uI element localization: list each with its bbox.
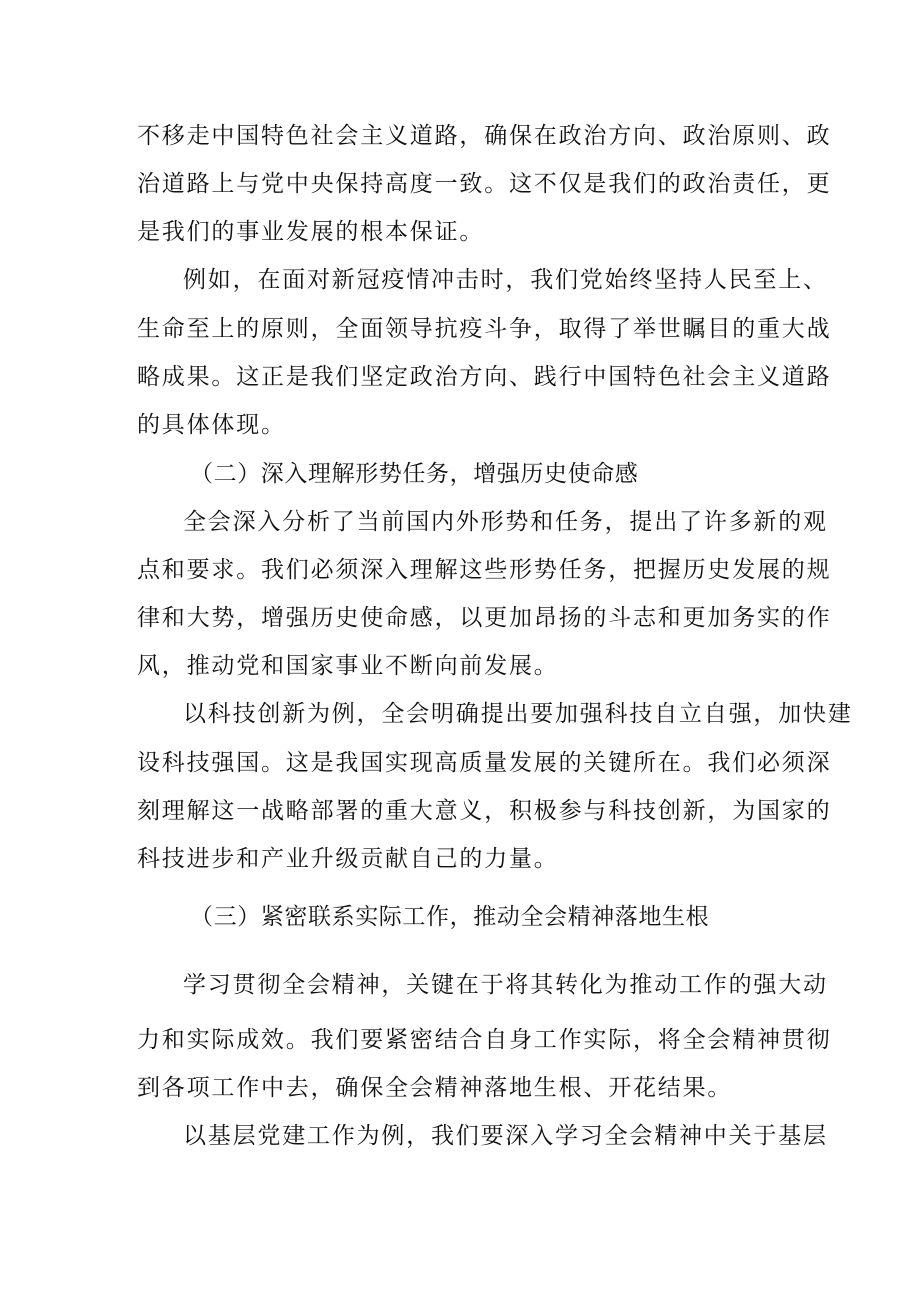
paragraph-line: 风，推动党和国家事业不断向前发展。	[137, 653, 559, 679]
paragraph-line: 以基层党建工作为例，我们要深入学习全会精神中关于基层	[183, 1123, 828, 1149]
paragraph-line: 治道路上与党中央保持高度一致。这不仅是我们的政治责任，更	[137, 171, 832, 197]
paragraph-line: 的具体体现。	[137, 412, 286, 438]
paragraph-line: 到各项工作中去，确保全会精神落地生根、开花结果。	[137, 1075, 733, 1101]
paragraph-line: 是我们的事业发展的根本保证。	[137, 219, 485, 245]
paragraph-line: 点和要求。我们必须深入理解这些形势任务，把握历史发展的规	[137, 557, 832, 583]
paragraph-line: 刻理解这一战略部署的重大意义，积极参与科技创新，为国家的	[137, 798, 832, 824]
paragraph-line: 生命至上的原则，全面领导抗疫斗争，取得了举世瞩目的重大战	[137, 316, 832, 342]
section-heading: （二）深入理解形势任务，增强历史使命感	[190, 461, 639, 487]
paragraph-line: 力和实际成效。我们要紧密结合自身工作实际，将全会精神贯彻	[137, 1027, 832, 1053]
paragraph-line: 全会深入分析了当前国内外形势和任务，提出了许多新的观	[183, 509, 828, 535]
paragraph-line: 设科技强国。这是我国实现高质量发展的关键所在。我们必须深	[137, 750, 832, 776]
paragraph-line: 以科技创新为例，全会明确提出要加强科技自立自强，加快建	[183, 701, 853, 727]
section-heading: （三）紧密联系实际工作，推动全会精神落地生根	[190, 904, 710, 930]
paragraph-line: 律和大势，增强历史使命感，以更加昂扬的斗志和更加务实的作	[137, 605, 832, 631]
paragraph-line: 学习贯彻全会精神，关键在于将其转化为推动工作的强大动	[183, 972, 828, 998]
paragraph-line: 略成果。这正是我们坚定政治方向、践行中国特色社会主义道路	[137, 364, 832, 390]
paragraph-line: 例如，在面对新冠疫情冲击时，我们党始终坚持人民至上、	[183, 267, 828, 293]
paragraph-line: 不移走中国特色社会主义道路，确保在政治方向、政治原则、政	[137, 123, 832, 149]
paragraph-line: 科技进步和产业升级贡献自己的力量。	[137, 846, 559, 872]
